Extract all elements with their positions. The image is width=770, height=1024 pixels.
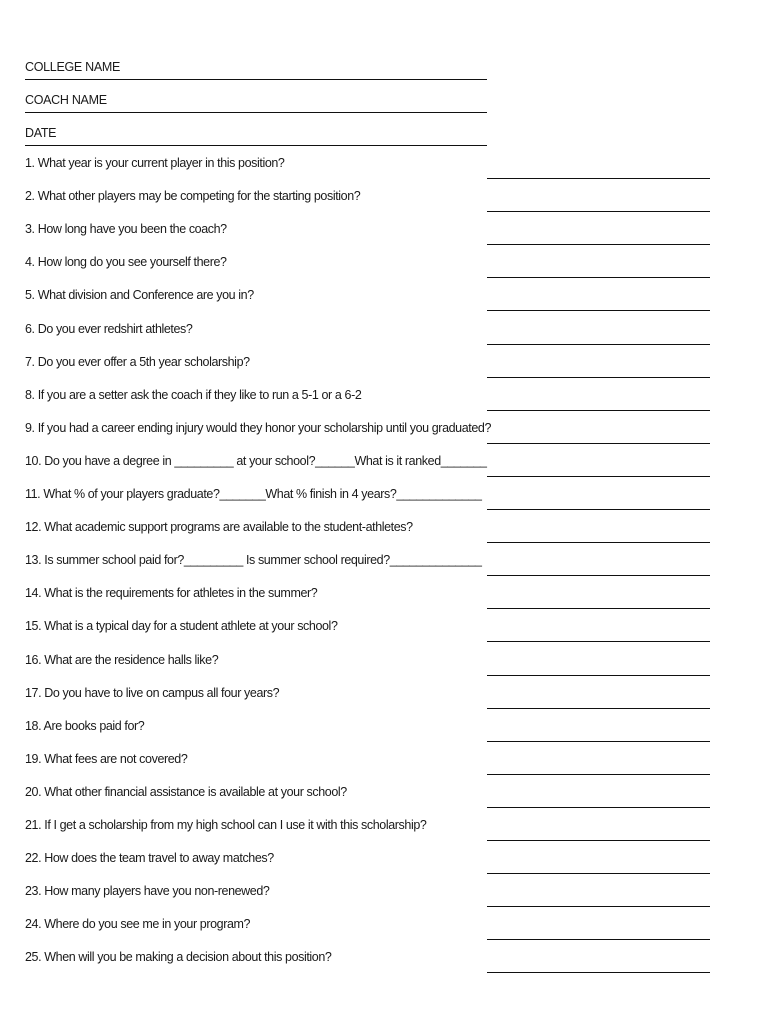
question-text: 8. If you are a setter ask the coach if they like to run a 5-1 or a 6-2 (25, 387, 362, 402)
question-text: 22. How does the team travel to away matches? (25, 851, 274, 866)
question-text: 6. Do you ever redshirt athletes? (25, 321, 193, 336)
college-name-field[interactable] (25, 58, 487, 80)
question-text: 17. Do you have to live on campus all four years? (25, 685, 280, 700)
answer-line[interactable] (487, 708, 710, 709)
date-field[interactable] (25, 124, 487, 146)
answer-line[interactable] (487, 178, 710, 179)
question-text: 5. What division and Conference are you in? (25, 288, 254, 303)
date-line (25, 145, 487, 146)
question-text: 4. How long do you see yourself there? (25, 255, 227, 270)
college-name-label: COLLEGE NAME (25, 60, 121, 74)
question-text: 9. If you had a career ending injury would they honor your scholarship until you graduated? (25, 420, 491, 435)
answer-line[interactable] (487, 608, 710, 609)
answer-line[interactable] (487, 906, 710, 907)
question-text: 20. What other financial assistance is available at your school? (25, 784, 347, 799)
answer-line[interactable] (487, 840, 710, 841)
answer-line[interactable] (487, 410, 710, 411)
answer-line[interactable] (487, 675, 710, 676)
question-text: 14. What is the requirements for athletes in the summer? (25, 586, 318, 601)
answer-line[interactable] (487, 211, 710, 212)
answer-line[interactable] (487, 972, 710, 973)
question-text: 25. When will you be making a decision about this position? (25, 950, 332, 965)
answer-line[interactable] (487, 939, 710, 940)
answer-line[interactable] (487, 377, 710, 378)
answer-line[interactable] (487, 741, 710, 742)
question-text: 16. What are the residence halls like? (25, 652, 219, 667)
question-text: 1. What year is your current player in this position? (25, 156, 285, 170)
question-text: 13. Is summer school paid for?_________ Is summer school required?______________ (25, 553, 482, 568)
answer-line[interactable] (487, 310, 710, 311)
question-text: 21. If I get a scholarship from my high school can I use it with this scholarship? (25, 818, 427, 832)
coach-name-label: COACH NAME (25, 93, 107, 107)
answer-line[interactable] (487, 509, 710, 510)
question-text: 3. How long have you been the coach? (25, 222, 227, 237)
answer-line[interactable] (487, 542, 710, 543)
answer-line[interactable] (487, 807, 710, 808)
answer-line[interactable] (487, 641, 710, 642)
coach-name-field[interactable] (25, 91, 487, 113)
coach-name-line (25, 112, 487, 113)
question-text: 11. What % of your players graduate?_______What % finish in 4 years?_____________ (25, 487, 482, 501)
date-label: DATE (25, 126, 57, 140)
answer-line[interactable] (487, 443, 710, 444)
answer-line[interactable] (487, 873, 710, 874)
answer-line[interactable] (487, 244, 710, 245)
answer-line[interactable] (487, 774, 710, 775)
question-text: 19. What fees are not covered? (25, 751, 188, 766)
answer-line[interactable] (487, 344, 710, 345)
question-text: 15. What is a typical day for a student athlete at your school? (25, 619, 338, 634)
answer-line[interactable] (487, 575, 710, 576)
question-text: 12. What academic support programs are available to the student-athletes? (25, 520, 413, 535)
answer-line[interactable] (487, 277, 710, 278)
question-text: 18. Are books paid for? (25, 718, 145, 733)
question-text: 10. Do you have a degree in _________ at your school?______What is it ranked_______ (25, 453, 487, 468)
question-text: 2. What other players may be competing for the starting position? (25, 189, 361, 204)
college-name-line (25, 79, 487, 80)
question-text: 24. Where do you see me in your program? (25, 917, 251, 932)
question-text: 7. Do you ever offer a 5th year scholarship? (25, 354, 250, 369)
answer-line[interactable] (487, 476, 710, 477)
question-text: 23. How many players have you non-renewed? (25, 884, 270, 899)
